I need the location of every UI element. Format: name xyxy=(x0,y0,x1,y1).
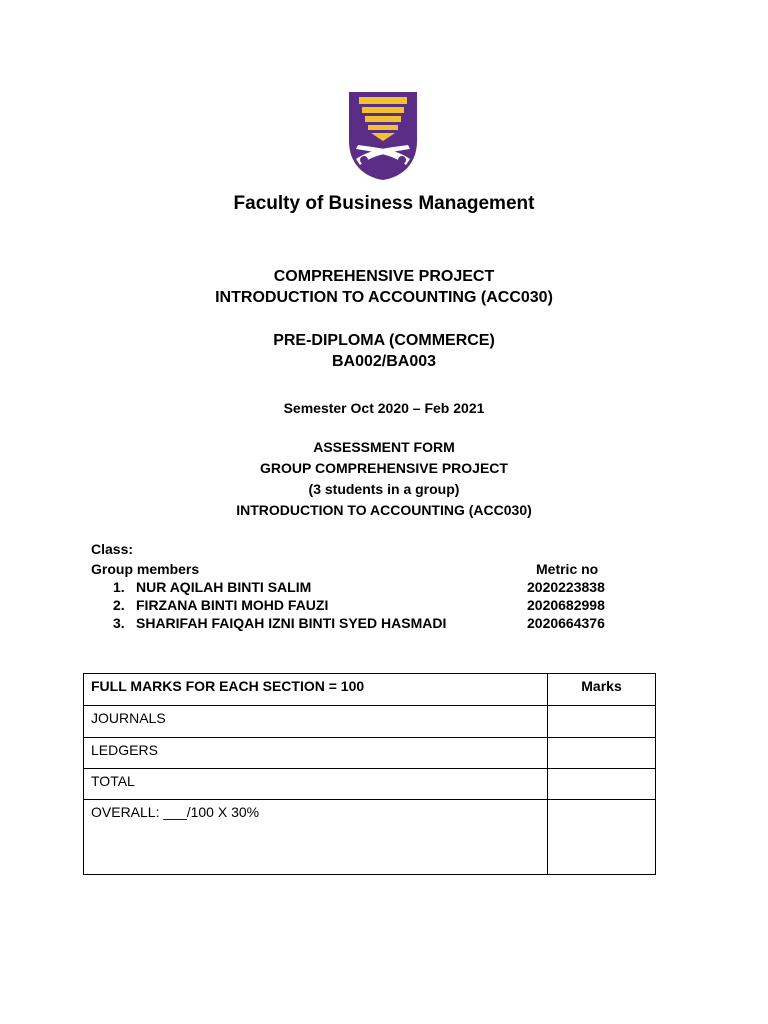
member-name: SHARIFAH FAIQAH IZNI BINTI SYED HASMADI xyxy=(136,615,447,631)
program-code: BA002/BA003 xyxy=(331,353,437,370)
full-marks-header: FULL MARKS FOR EACH SECTION = 100 xyxy=(84,674,548,706)
program-name: PRE-DIPLOMA (COMMERCE) xyxy=(273,332,495,349)
section-label: LEDGERS xyxy=(84,738,548,769)
member-name: FIRZANA BINTI MOHD FAUZI xyxy=(136,597,329,613)
member-metric: 2020223838 xyxy=(527,579,605,595)
form-course: INTRODUCTION TO ACCOUNTING (ACC030) xyxy=(236,502,532,518)
marks-header: Marks xyxy=(548,674,656,706)
member-metric: 2020664376 xyxy=(527,615,605,631)
marks-cell[interactable] xyxy=(548,738,656,769)
university-crest-icon xyxy=(348,91,418,181)
semester: Semester Oct 2020 – Feb 2021 xyxy=(283,400,485,416)
member-number: 2. xyxy=(113,597,125,613)
marks-cell[interactable] xyxy=(548,800,656,875)
member-metric: 2020682998 xyxy=(527,597,605,613)
form-title: ASSESSMENT FORM xyxy=(313,439,455,455)
marks-cell[interactable] xyxy=(548,706,656,738)
marks-table xyxy=(83,673,656,875)
table-row xyxy=(84,738,656,769)
project-title: COMPREHENSIVE PROJECT xyxy=(273,268,495,285)
program-heading xyxy=(0,330,768,372)
faculty-name: Faculty of Business Management xyxy=(233,193,535,214)
marks-cell[interactable] xyxy=(548,769,656,800)
assessment-form-heading xyxy=(0,437,768,521)
project-heading xyxy=(0,266,768,308)
table-header-row xyxy=(84,674,656,706)
member-name: NUR AQILAH BINTI SALIM xyxy=(136,579,312,595)
table-row xyxy=(84,706,656,738)
course-title: INTRODUCTION TO ACCOUNTING (ACC030) xyxy=(215,289,553,306)
section-label: JOURNALS xyxy=(84,706,548,738)
class-label: Class: xyxy=(91,541,134,557)
section-label: TOTAL xyxy=(84,769,548,800)
table-row xyxy=(84,769,656,800)
group-members-label: Group members xyxy=(91,561,200,577)
metric-no-label: Metric no xyxy=(536,561,599,577)
table-row xyxy=(84,800,656,875)
member-number: 1. xyxy=(113,579,125,595)
overall-label: OVERALL: ___/100 X 30% xyxy=(84,800,548,875)
form-subtitle: GROUP COMPREHENSIVE PROJECT xyxy=(260,460,508,476)
member-number: 3. xyxy=(113,615,125,631)
group-note: (3 students in a group) xyxy=(308,481,460,497)
